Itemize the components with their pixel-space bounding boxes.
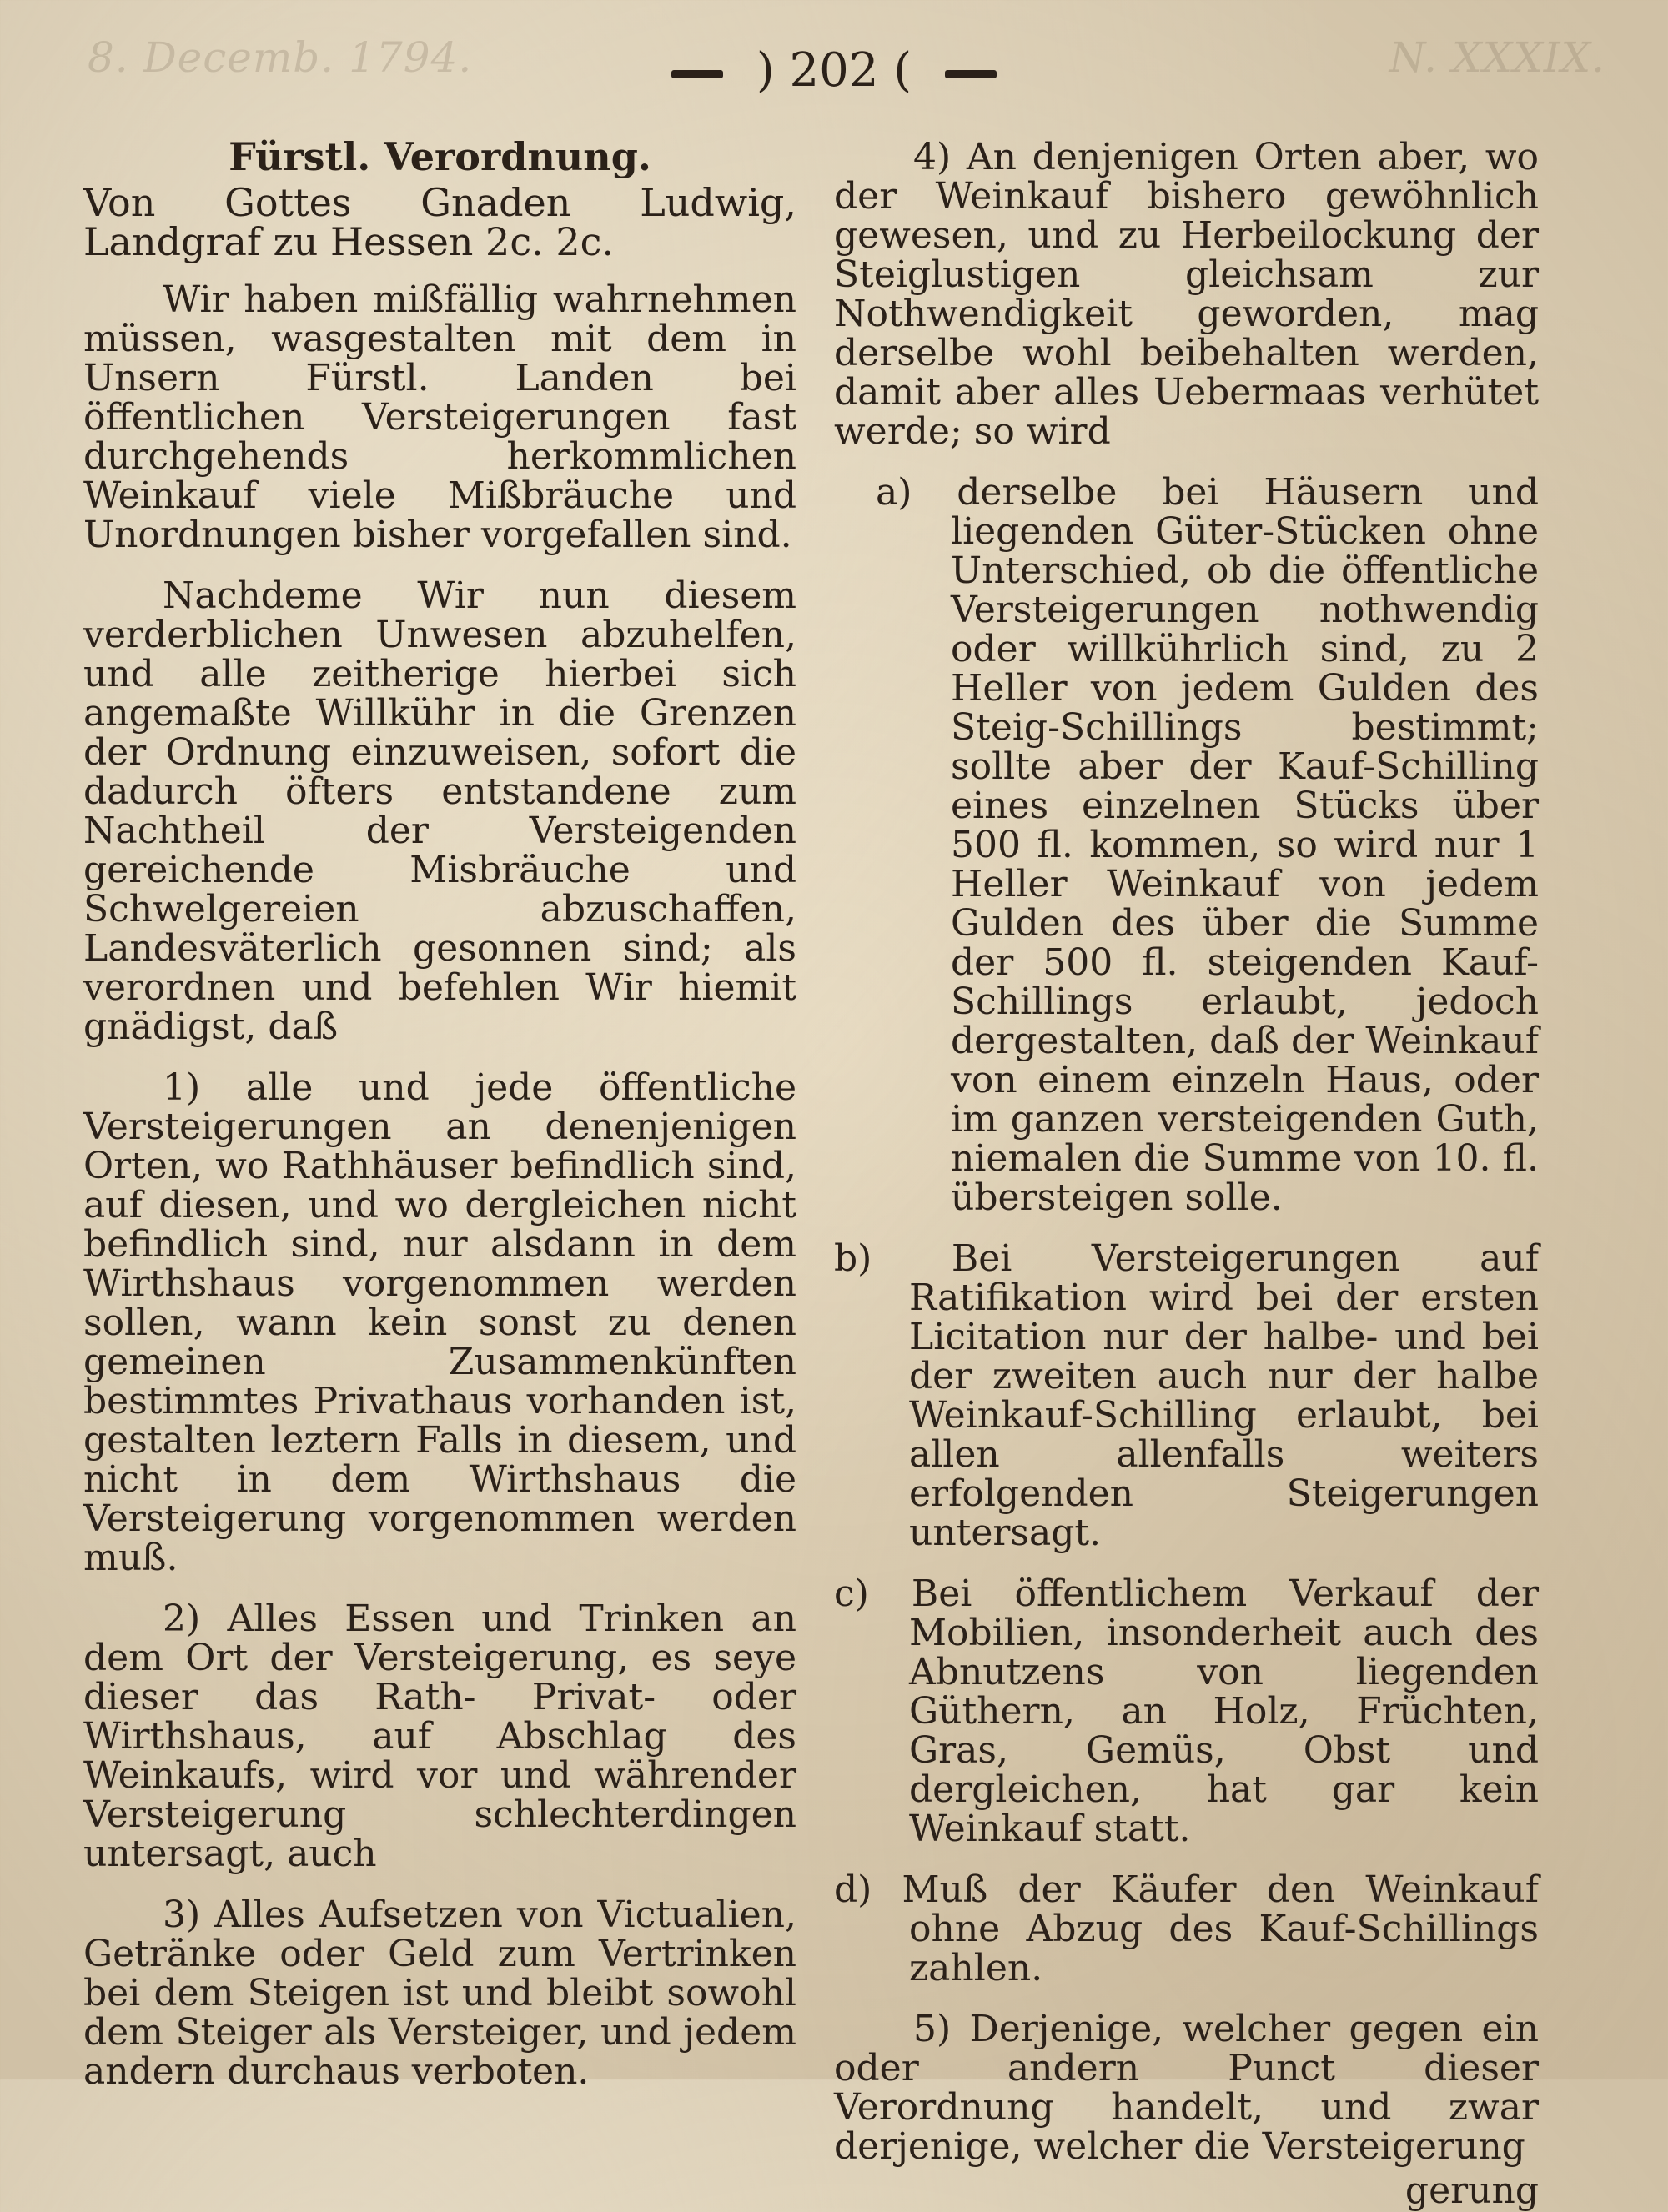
right-column [834, 138, 1539, 2210]
page-header [0, 42, 1668, 100]
paragraph-point-3: 3) Alles Aufsetzen von Victualien, Getränke oder Geld zum Vertrinken bei dem Steigen ist und bleibt sowohl dem Steiger als Versteiger, und jedem andern durchaus verboten. [83, 1893, 796, 2093]
paragraph-point-4: 4) An denjenigen Orten aber, wo der Weinkauf bishero gewöhnlich gewesen, und zu Herbeilockung der Steiglustigen gleichsam zur Nothwendigkeit geworden, mag derselbe wohl beibehalten werden, damit aber alles Uebermaas verhütet werde; so wird [834, 136, 1539, 453]
paragraph-intro: Wir haben mißfällig wahrnehmen müssen, wasgestalten mit dem in Unsern Fürstl. Landen bei öffentlichen Versteigerungen fast durchgehends herkommlichen Weinkauf viele Mißbräuche und Unordnungen bisher vorgefallen sind. [83, 278, 796, 556]
paragraph-point-5: 5) Derjenige, welcher gegen ein oder andern Punct dieser Verordnung handelt, und zwar derjenige, welcher die Versteigerung [834, 2008, 1539, 2168]
subpoint-c: c) Bei öffentlichem Verkauf der Mobilien, insonderheit auch des Abnutzens von liegenden Güthern, an Holz, Früchten, Gras, Gemüs, Obst und dergleichen, hat gar kein Weinkauf statt. [834, 1572, 1539, 1850]
decree-title: Fürstl. Verordnung. [229, 134, 651, 179]
paragraph-point-1: 1) alle und jede öffentliche Versteigerungen an denenjenigen Orten, wo Rathhäuser befindlich sind, auf diesen, und wo dergleichen nicht befindlich sind, nur alsdann in dem Wirthshaus vorgenommen werden sollen, wann kein sonst zu denen gemeinen Zusammenkünften bestimmtes Privathaus vorhanden ist, gestalten leztern Falls in diesem, und nicht in dem Wirthshaus die Versteigerung vorgenommen werden muß. [83, 1066, 796, 1579]
page-number: ) 202 ( [756, 43, 912, 98]
subpoint-a: a) derselbe bei Häusern und liegenden Güter-Stücken ohne Unterschied, ob die öffentliche Versteigerungen nothwendig oder willkührlich sind, zu 2 Heller von jedem Gulden des Steig-Schillings bestimmt; sollte aber der Kauf-Schilling eines einzelnen Stücks über 500 fl. kommen, so wird nur 1 Heller Weinkauf von jedem Gulden des über die Summe der 500 fl. steigenden Kauf-Schillings erlaubt, jedoch dergestalten, daß der Weinkauf von einem einzeln Haus, oder im ganzen versteigenden Guth, niemalen die Summe von 10. fl. übersteigen solle. [876, 471, 1539, 1219]
bleed-through-date: 8. Decemb. 1794. [88, 33, 473, 82]
decree-heading: Von Gottes Gnaden Ludwig, Landgraf zu Hessen 2c. 2c. [83, 180, 796, 264]
catchword: gerung [1404, 2169, 1539, 2212]
header-dash-right [945, 70, 997, 78]
paragraph-point-2: 2) Alles Essen und Trinken an dem Ort der Versteigerung, es seye dieser das Rath- Privat- oder Wirthshaus, auf Abschlag des Weinkaufs, wird vor und währender Versteigerung schlechterdingen untersagt, auch [83, 1598, 796, 1875]
subpoint-d: d) Muß der Käufer den Weinkauf ohne Abzug des Kauf-Schillings zahlen. [834, 1868, 1539, 1989]
left-column [83, 134, 796, 2093]
subpoint-b: b) Bei Versteigerungen auf Ratifikation wird bei der ersten Licitation nur der halbe- und bei der zweiten auch nur der halbe Weinkauf-Schilling erlaubt, bei allen allenfalls weiters erfolgenden Steigerungen untersagt. [834, 1237, 1539, 1554]
bleed-through-issue: N. XXXIX. [1389, 33, 1605, 82]
header-dash-left [671, 70, 723, 78]
paragraph-preamble: Nachdeme Wir nun diesem verderblichen Unwesen abzuhelfen, und alle zeitherige hierbei sich angemaßte Willkühr in die Grenzen der Ordnung einzuweisen, sofort die dadurch öfters entstandene zum Nachtheil der Versteigenden gereichende Misbräuche und Schwelgereien abzuschaffen, Landesväterlich gesonnen sind; als verordnen und befehlen Wir hiemit gnädigst, daß [83, 574, 796, 1048]
